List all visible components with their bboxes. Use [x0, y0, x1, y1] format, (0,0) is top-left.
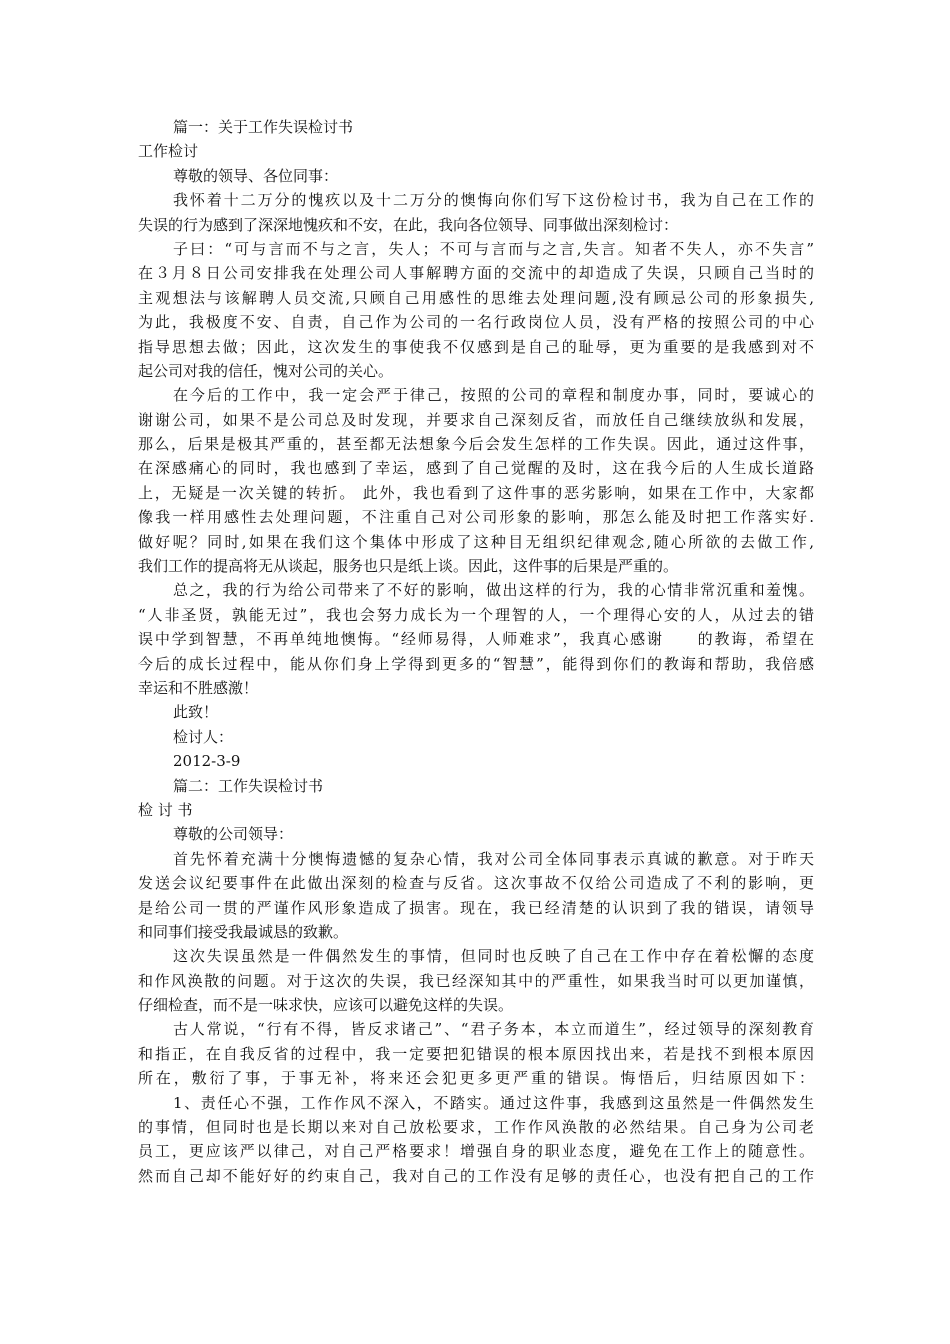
text-line: 失误的行为感到了深深地愧疚和不安，在此，我向各位领导、同事做出深刻检讨： [138, 215, 679, 234]
text-line: 和作风涣散的问题。对于这次的失误，我已经深知其中的严重性，如果我当时可以更加谨慎， [138, 971, 814, 990]
text-line: 这次失误虽然是一件偶然发生的事情，但同时也反映了自己在工作中存在着松懈的态度 [173, 947, 814, 966]
text-line: 今后的成长过程中，能从你们身上学得到更多的“智慧”，能得到你们的教诲和帮助，我倍感 [138, 654, 814, 673]
text-line: 古人常说，“行有不得，皆反求诸己”、“君子务本，本立而道生”，经过领导的深刻教育 [173, 1020, 814, 1039]
text-line: 是给公司一贯的严谨作风形象造成了损害。现在，我已经清楚的认识到了我的错误，请领导 [138, 898, 814, 917]
text-line: 幸运和不胜感激！ [138, 678, 259, 697]
section-heading-2: 篇二：工作失误检讨书 [173, 776, 324, 795]
text-line: 子曰：“可与言而不与之言，失人；不可与言而与之言,失言。知者不失人，亦不失言” [173, 239, 814, 258]
salutation: 尊敬的领导、各位同事： [173, 166, 339, 185]
text-line: 像我一样用感性去处理问题，不注重自己对公司形象的影响，那怎么能及时把工作落实好. [138, 508, 814, 527]
signature-label: 检讨人： [173, 727, 234, 746]
text-line: 为此，我极度不安、自责，自己作为公司的一名行政岗位人员，没有严格的按照公司的中心 [138, 313, 814, 332]
text-line: 和指正，在自我反省的过程中，我一定要把犯错误的根本原因找出来，若是找不到根本原因 [138, 1044, 814, 1063]
text-line: 指导思想去做；因此，这次发生的事使我不仅感到是自己的耻辱，更为重要的是我感到对不 [138, 337, 814, 356]
text-line: 仔细检查，而不是一味求快，应该可以避免这样的失误。 [138, 996, 514, 1015]
text-line: 主观想法与该解聘人员交流,只顾自己用感性的思维去处理问题,没有顾忌公司的形象损失, [138, 288, 814, 307]
subheading: 检 讨 书 [138, 800, 193, 819]
date: 2012-3-9 [173, 752, 241, 771]
text-line: 首先怀着充满十分懊悔遗憾的复杂心情，我对公司全体同事表示真诚的歉意。对于昨天 [173, 849, 814, 868]
subheading: 工作检讨 [138, 142, 199, 161]
text-line: 然而自己却不能好好的约束自己，我对自己的工作没有足够的责任心，也没有把自己的工作 [138, 1166, 814, 1185]
document-page [138, 115, 814, 1188]
text-line: 做好呢？同时,如果在我们这个集体中形成了这种目无组织纪律观念,随心所欲的去做工作, [138, 532, 814, 551]
text-line: 和同事们接受我最诚恳的致歉。 [138, 922, 349, 941]
text-line: 员工，更应该严以律己，对自己严格要求！增强自身的职业态度，避免在工作上的随意性。 [138, 1142, 814, 1161]
text-line: 上，无疑是一次关键的转折。 此外，我也看到了这件事的恶劣影响，如果在工作中，大家都 [138, 483, 814, 502]
salutation: 尊敬的公司领导： [173, 825, 294, 844]
text-line: 那么，后果是极其严重的，甚至都无法想象今后会发生怎样的工作失误。因此，通过这件事， [138, 435, 814, 454]
text-line: 误中学到智慧，不再单纯地懊悔。“经师易得，人师难求”，我真心感谢 的教诲，希望在 [138, 630, 814, 649]
text-line: 所在，敷衍了事，于事无补，将来还会犯更多更严重的错误。悔悟后，归结原因如下： [138, 1069, 814, 1088]
text-line: 在深感痛心的同时，我也感到了幸运，感到了自己觉醒的及时，这在我今后的人生成长道路 [138, 459, 814, 478]
text-line: 总之，我的行为给公司带来了不好的影响，做出这样的行为，我的心情非常沉重和羞愧。 [173, 581, 814, 600]
text-line: 我怀着十二万分的愧疚以及十二万分的懊悔向你们写下这份检讨书，我为自己在工作的 [173, 191, 814, 210]
text-line: 谢谢公司，如果不是公司总及时发现，并要求自己深刻反省，而放任自己继续放纵和发展， [138, 410, 814, 429]
text-line: 发送会议纪要事件在此做出深刻的检查与反省。这次事故不仅给公司造成了不利的影响，更 [138, 874, 814, 893]
closing: 此致！ [173, 703, 219, 722]
text-line: 的事情，但同时也是长期以来对自己放松要求，工作作风涣散的必然结果。自己身为公司老 [138, 1118, 814, 1137]
text-line: 在３月８日公司安排我在处理公司人事解聘方面的交流中的却造成了失误，只顾自己当时的 [138, 264, 814, 283]
text-line: 起公司对我的信任，愧对公司的关心。 [138, 361, 394, 380]
text-line: 1、责任心不强，工作作风不深入，不踏实。通过这件事，我感到这虽然是一件偶然发生 [173, 1093, 814, 1112]
section-heading-1: 篇一：关于工作失误检讨书 [173, 118, 354, 136]
text-line: “人非圣贤，孰能无过”，我也会努力成长为一个理智的人，一个理得心安的人，从过去的错 [138, 605, 814, 624]
text-line: 我们工作的提高将无从谈起，服务也只是纸上谈。因此，这件事的后果是严重的。 [138, 557, 679, 576]
text-line: 在今后的工作中，我一定会严于律己，按照的公司的章程和制度办事，同时，要诚心的 [173, 386, 814, 405]
